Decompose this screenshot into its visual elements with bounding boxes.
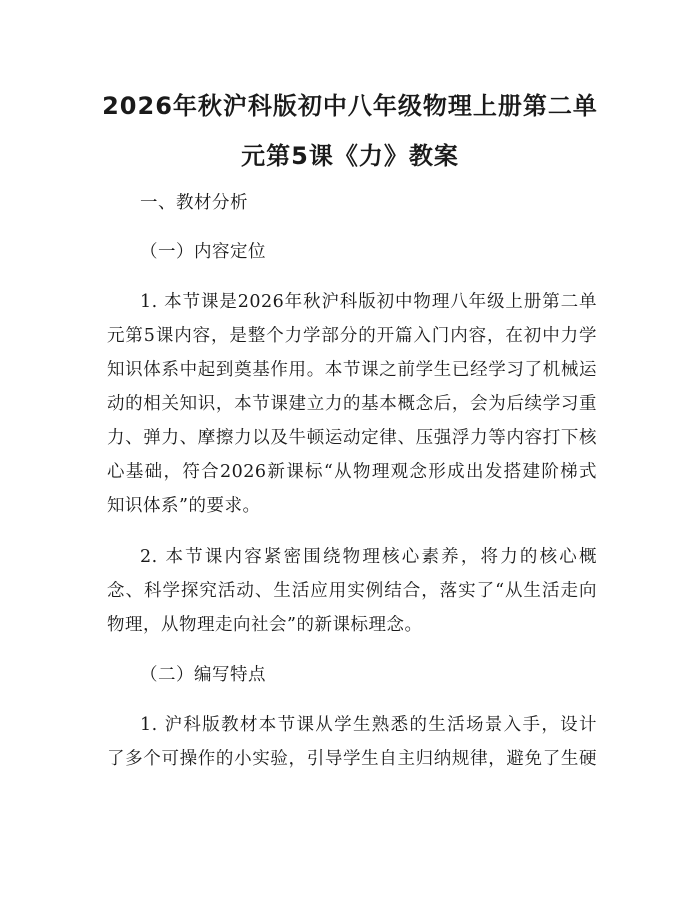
paragraph-2-line-2: 念、科学探究活动、生活应用实例结合，落实了“从生活走向 xyxy=(107,581,597,601)
paragraph-3-line-2: 了多个可操作的小实验，引导学生自主归纳规律，避免了生硬 xyxy=(107,749,597,769)
document-title-line-2: 元第5课《力》教案 xyxy=(241,142,459,170)
paragraph-1-line-3: 知识体系中起到奠基作用。本节课之前学生已经学习了机械运 xyxy=(107,360,597,380)
section-heading-textbook-analysis: 一、教材分析 xyxy=(140,193,248,213)
paragraph-1-line-7: 知识体系”的要求。 xyxy=(107,496,261,516)
paragraph-1-line-4: 动的相关知识，本节课建立力的基本概念后，会为后续学习重 xyxy=(107,394,597,414)
paragraph-2-line-1: 2. 本节课内容紧密围绕物理核心素养，将力的核心概 xyxy=(140,547,597,567)
paragraph-1-line-6: 心基础，符合2026新课标“从物理观念形成出发搭建阶梯式 xyxy=(107,462,597,482)
paragraph-3-line-1: 1. 沪科版教材本节课从学生熟悉的生活场景入手，设计 xyxy=(140,715,597,735)
paragraph-1-line-2: 元第5课内容，是整个力学部分的开篇入门内容，在初中力学 xyxy=(107,326,597,346)
subsection-heading-writing-features: （二）编写特点 xyxy=(140,665,266,685)
paragraph-1-line-1: 1. 本节课是2026年秋沪科版初中物理八年级上册第二单 xyxy=(140,292,597,312)
document-title-line-1: 2026年秋沪科版初中八年级物理上册第二单 xyxy=(102,92,598,120)
paragraph-2-line-3: 物理，从物理走向社会”的新课标理念。 xyxy=(107,615,423,635)
subsection-heading-content-positioning: （一）内容定位 xyxy=(140,242,266,262)
paragraph-1-line-5: 力、弹力、摩擦力以及牛顿运动定律、压强浮力等内容打下核 xyxy=(107,428,597,448)
